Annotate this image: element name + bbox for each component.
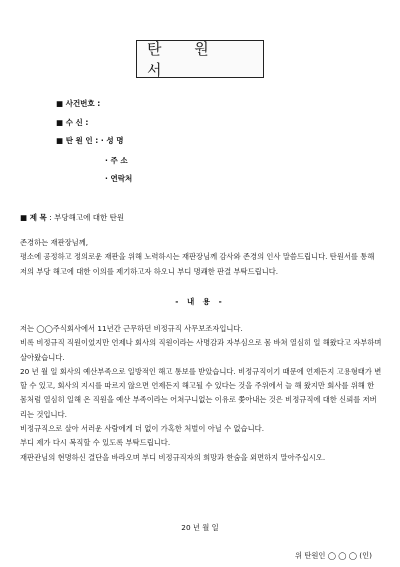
document-title: 탄 원 서	[136, 40, 264, 78]
petitioner-contact-field: · 연락처	[105, 174, 133, 183]
date-line: 20 년 월 일	[181, 523, 219, 532]
case-number-field: ■ 사건번호 :	[56, 99, 101, 108]
body-paragraph: 저는 ◯◯주식회사에서 11년간 근무하던 비정규직 사무보조자입니다.	[20, 324, 243, 333]
body-paragraph: 20 년 월 일 회사의 예산부족으로 일방적인 해고 통보를 받았습니다. 비정규직이기 때문에 언제든지 고용형태가 변할 수 있고, 회사의 지시를 따르지 않으면 언제든지 해고될 수 있다는 것을 주위에서 늘 해 왔지만 회사를 위해 한 몸처럼 열심히 일해 온 직원을 예산 부족이라는 어쳐구니없는 이유로 쫓아내는 것은 비정규직에 대한 신뢰를 저버리는 것입니다.	[20, 366, 382, 419]
body-paragraph: 비록 비정규직 직원이었지만 언제나 회사의 직원이라는 사명감과 자부심으로 몸 바쳐 열심히 일 해왔다고 자부하며 살아왔습니다.	[20, 338, 382, 362]
greeting-body: 평소에 공정하고 정의로운 재판을 위해 노력하시는 재판장님께 감사와 존경의 인사 말씀드립니다. 탄원서를 통해 저의 부당 해고에 대한 이의를 제기하고자 하오니 부디 명쾌한 판결 부탁드립니다.	[20, 252, 375, 276]
petitioner-address-field: · 주 소	[105, 156, 128, 165]
content-section-title: - 내 용 -	[175, 297, 225, 306]
subject-text: : 부당해고에 대한 탄원	[46, 213, 125, 222]
greeting-salutation: 존경하는 재판장님께,	[20, 238, 89, 247]
signature-line: 위 탄원인 ◯ ◯ ◯ (인)	[294, 551, 372, 560]
subject-line	[20, 212, 124, 223]
recipient-field: ■ 수 신 :	[56, 118, 89, 127]
body-paragraph: 비정규직으로 살아 서러운 사람에게 더 없이 가혹한 처벌이 아닐 수 없습니다.	[20, 424, 265, 434]
greeting-paragraph	[20, 236, 382, 279]
body-paragraph: 부디 제가 다시 복직할 수 있도록 부탁드립니다.	[20, 438, 171, 448]
content-body	[20, 322, 382, 465]
subject-label: ■ 제 목	[20, 213, 47, 222]
body-paragraph: 재판관님의 현명하신 결단을 바라오며 부디 비정규직자의 희망과 한숨을 외면하지 말아주십시오.	[20, 452, 326, 462]
petitioner-name-field: ■ 탄 원 인 : · 성 명	[56, 136, 124, 145]
